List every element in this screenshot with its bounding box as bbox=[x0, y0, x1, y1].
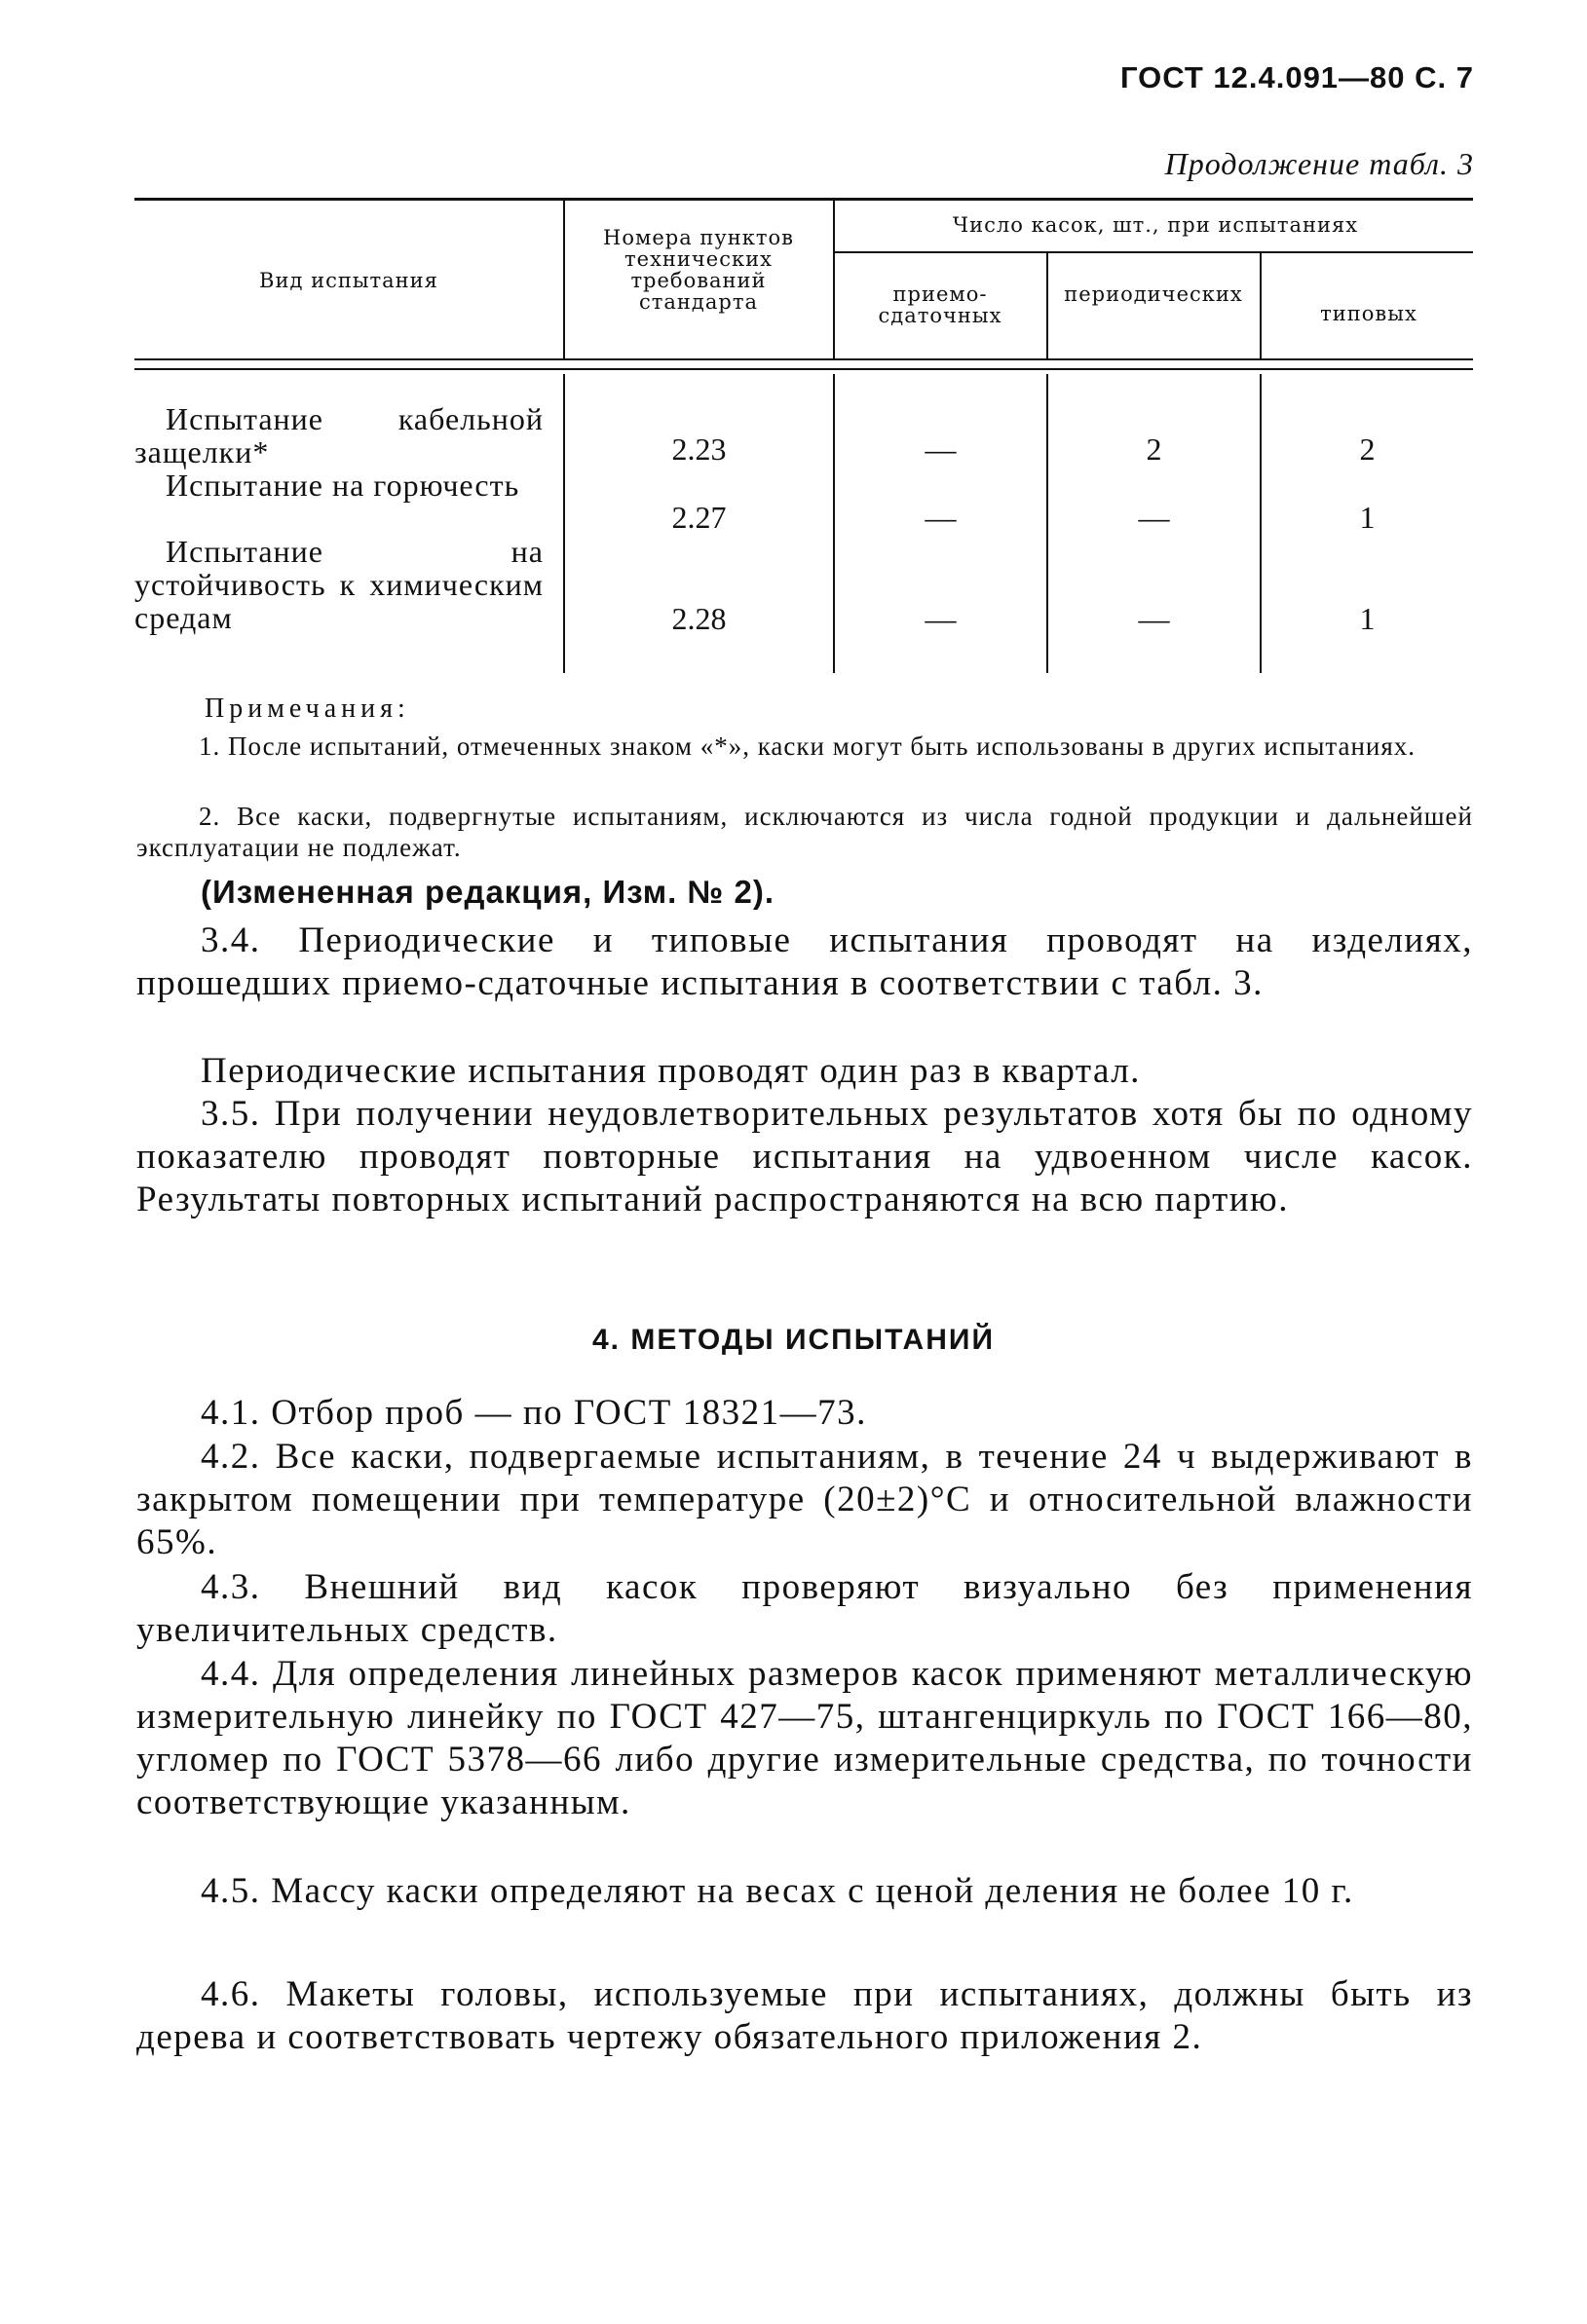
row-item: 2.23 bbox=[671, 431, 727, 467]
table-divider bbox=[833, 200, 835, 358]
paragraph-periodic: Периодические испытания проводят один раз в квартал. bbox=[201, 1051, 1141, 1091]
note-item: 2. Все каски, подвергнутые испытаниям, исключаются из числа годной продукции и дальнейшей эксплуатации не подлежат. bbox=[136, 802, 1473, 862]
table-group-rule bbox=[835, 251, 1473, 253]
paragraph-4-1: 4.1. Отбор проб — по ГОСТ 18321—73. bbox=[201, 1393, 867, 1433]
amendment-note: (Измененная редакция, Изм. № 2). bbox=[201, 874, 775, 910]
table-header-rule bbox=[134, 358, 1473, 370]
row-item: 2.27 bbox=[671, 500, 727, 535]
paragraph-4-3: 4.3. Внешний вид касок проверяют визуально без применения увеличительных средств. bbox=[136, 1567, 1473, 1650]
row-type: 1 bbox=[1359, 601, 1376, 636]
row-name: Испытание на горючесть bbox=[166, 468, 520, 503]
paragraph-3-5: 3.5. При получении неудовлетворительных результатов хотя бы по одному показателю проводят повторные испытания на удвоенном числе касок. Результаты повторных испытаний распространяются на всю партию. bbox=[136, 1094, 1473, 1219]
row-acceptance: — bbox=[925, 500, 957, 535]
row-type: 1 bbox=[1359, 500, 1376, 535]
header-item-numbers: Номера пунктов технических требований стандарта bbox=[603, 226, 794, 314]
note-item: 1. После испытаний, отмеченных знаком «*», каски могут быть использованы в других испытаниях. bbox=[199, 731, 1417, 761]
header-type: типовых bbox=[1320, 302, 1417, 325]
paragraph-4-4: 4.4. Для определения линейных размеров касок применяют металлическую измерительную линейку по ГОСТ 427—75, штангенциркуль по ГОСТ 166—80, угломер по ГОСТ 5378—66 либо другие измерительные средства, по точности соответствующие указанным. bbox=[136, 1654, 1473, 1822]
paragraph-3-4: 3.4. Периодические и типовые испытания проводят на изделиях, прошедших приемо-сдаточные испытания в соответствии с табл. 3. bbox=[136, 920, 1473, 1003]
header-test-type: Вид испытания bbox=[259, 269, 438, 292]
row-periodic: — bbox=[1138, 500, 1170, 535]
table-top-rule bbox=[134, 198, 1473, 201]
row-acceptance: — bbox=[925, 431, 957, 467]
row-name: Испытание кабельной защелки* bbox=[134, 401, 544, 469]
table-divider bbox=[1260, 252, 1262, 358]
section-title: 4. МЕТОДЫ ИСПЫТАНИЙ bbox=[592, 1324, 995, 1356]
page-header: ГОСТ 12.4.091—80 С. 7 bbox=[1119, 60, 1474, 94]
paragraph-4-6: 4.6. Макеты головы, используемые при испытаниях, должны быть из дерева и соответствовать чертежу обязательного приложения 2. bbox=[136, 1974, 1473, 2057]
paragraph-4-2: 4.2. Все каски, подвергаемые испытаниям, в течение 24 ч выдерживают в закрытом помещении при температуре (20±2)°С и относительной влажности 65%. bbox=[136, 1437, 1473, 1562]
row-acceptance: — bbox=[925, 601, 957, 636]
row-type: 2 bbox=[1359, 431, 1376, 467]
row-periodic: — bbox=[1138, 601, 1170, 636]
test-table bbox=[134, 198, 1473, 677]
header-periodic: периодических bbox=[1064, 282, 1243, 306]
table-divider bbox=[1046, 252, 1048, 358]
row-periodic: 2 bbox=[1146, 431, 1162, 467]
header-acceptance: приемо-сдаточных bbox=[878, 282, 1002, 327]
row-name: Испытание на устойчивость к химическим средам bbox=[134, 534, 544, 635]
row-item: 2.28 bbox=[671, 601, 727, 636]
table-divider bbox=[563, 200, 565, 358]
paragraph-4-5: 4.5. Массу каски определяют на весах с ценой деления не более 10 г. bbox=[201, 1871, 1354, 1911]
header-helmet-count: Число касок, шт., при испытаниях bbox=[952, 213, 1359, 237]
table-continuation-label: Продолжение табл. 3 bbox=[1164, 146, 1474, 181]
notes-title: Примечания: bbox=[205, 693, 410, 724]
